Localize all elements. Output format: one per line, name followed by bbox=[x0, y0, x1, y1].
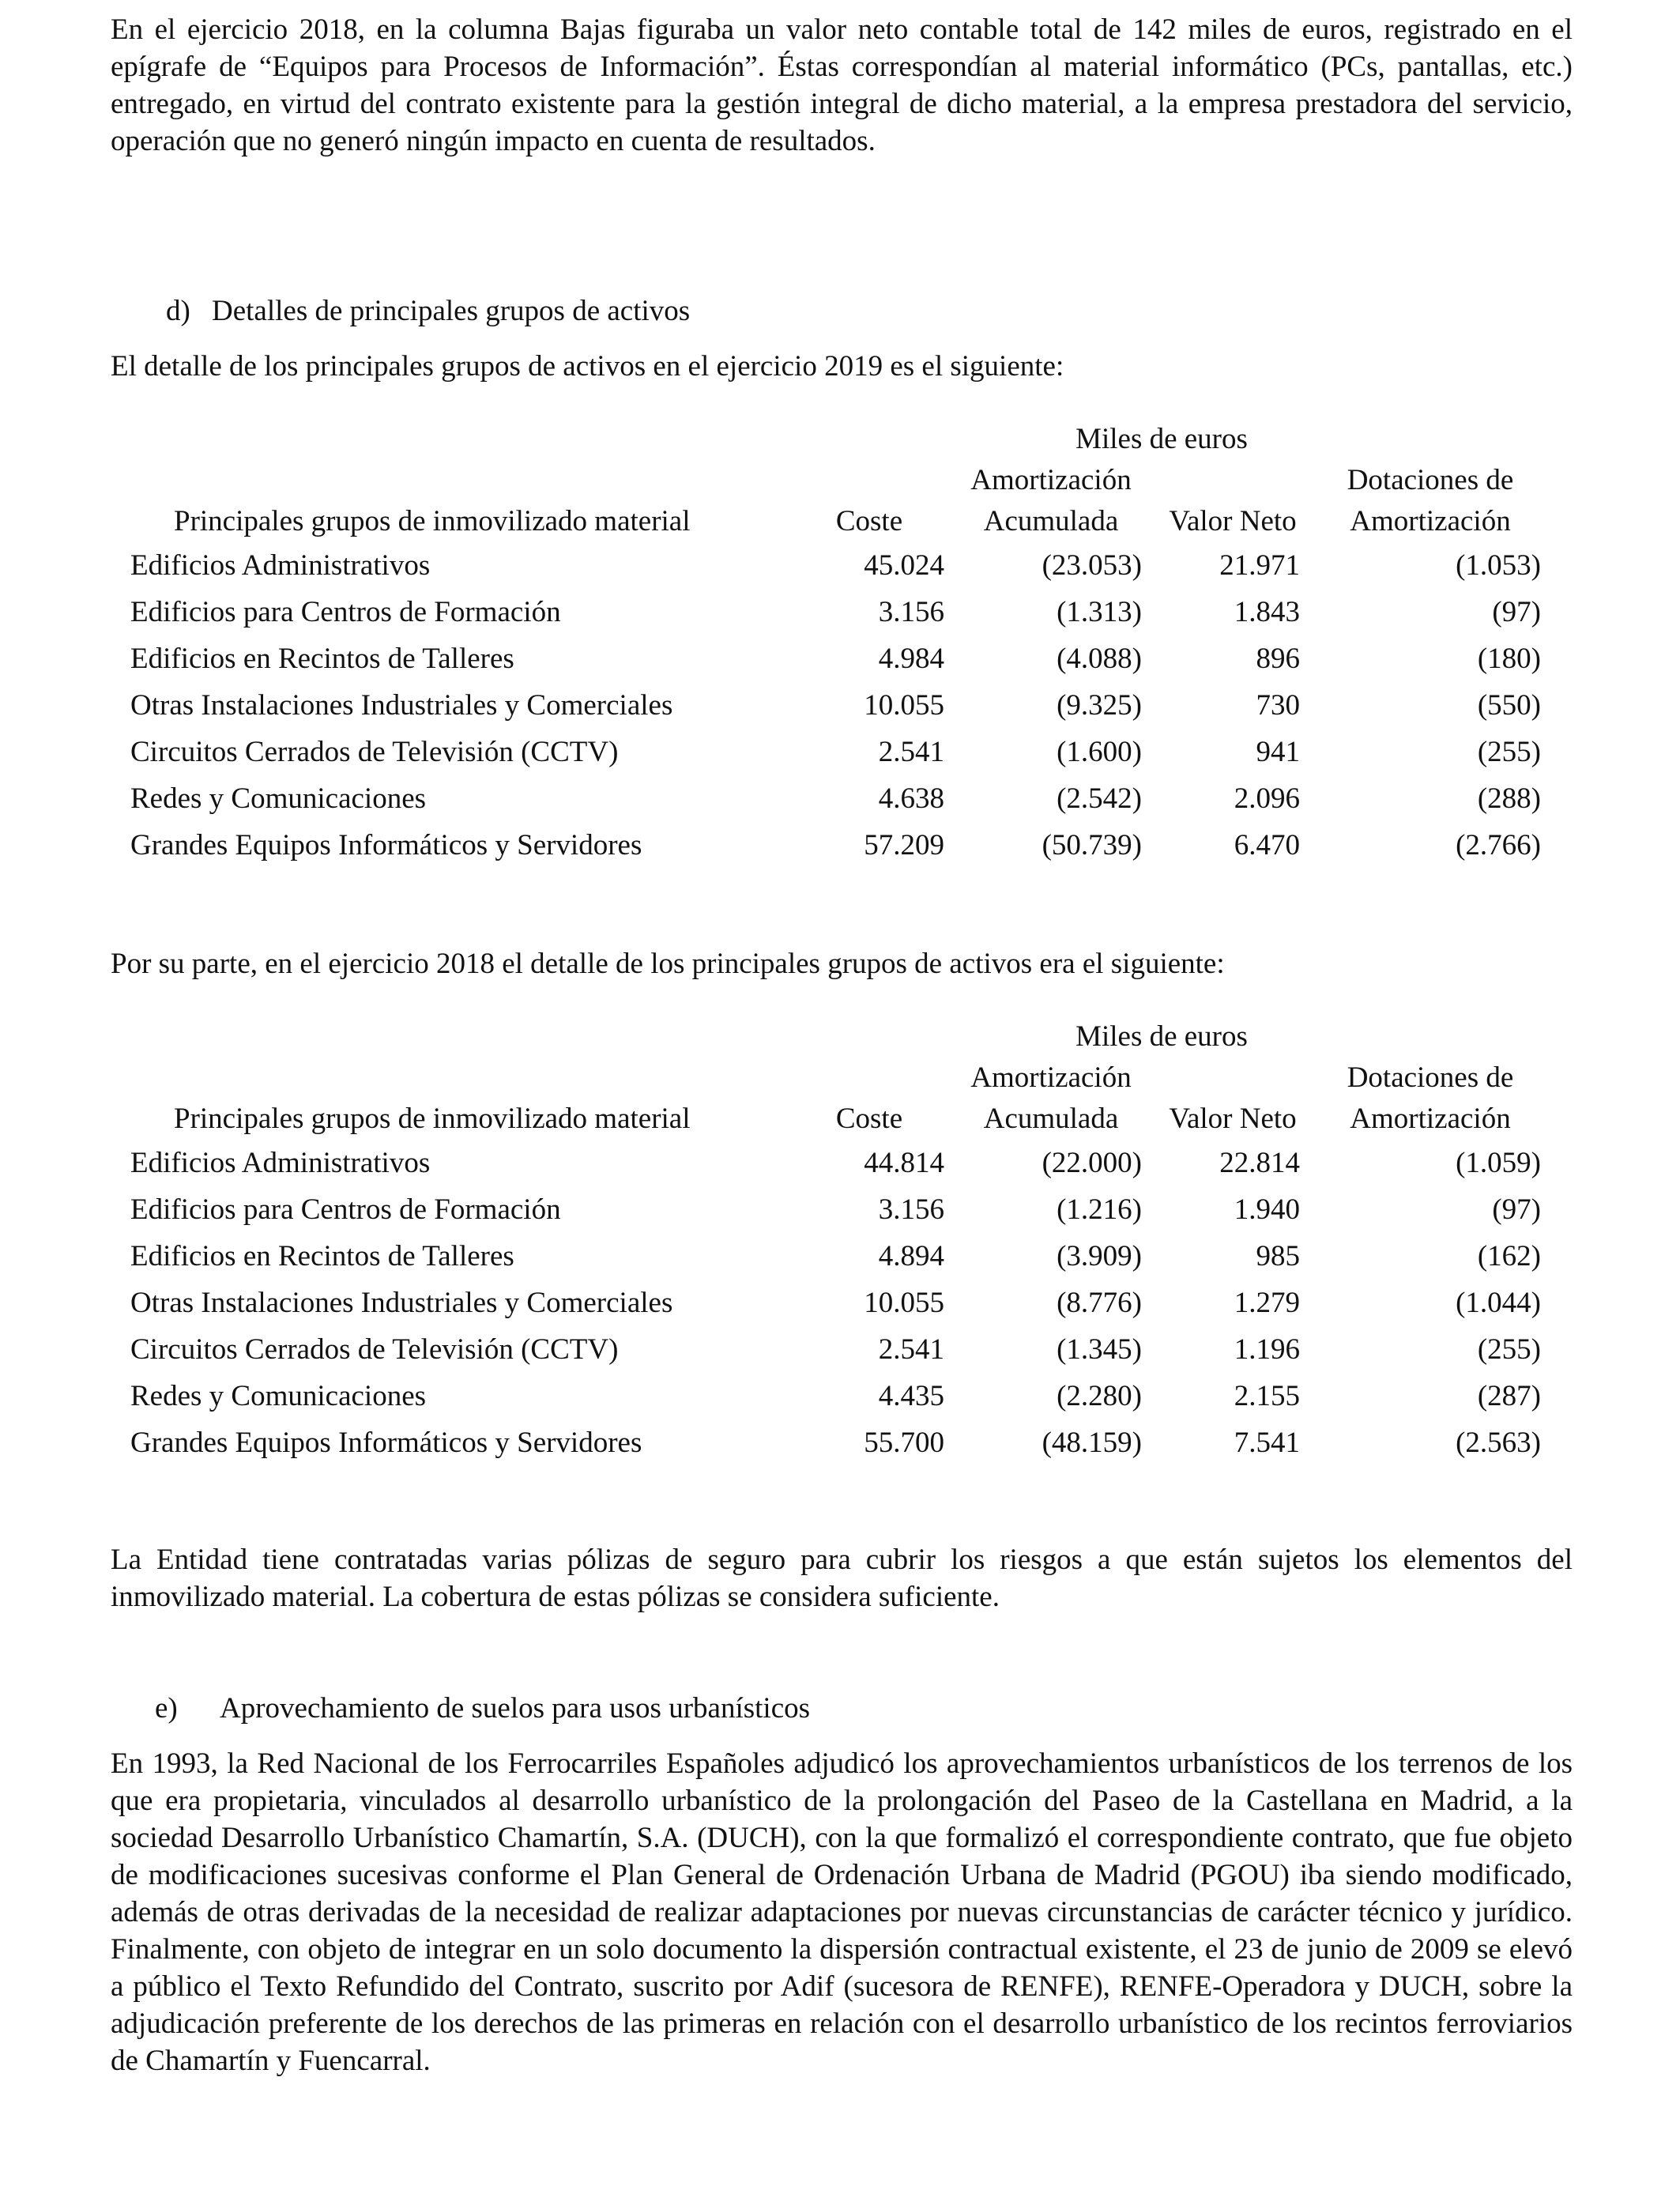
row-cost: 10.055 bbox=[864, 689, 944, 722]
row-amortization: (48.159) bbox=[1042, 1427, 1142, 1459]
cost-header: Coste bbox=[835, 505, 903, 537]
amortization-header-line2: Acumulada bbox=[983, 505, 1119, 537]
row-depreciation: (2.563) bbox=[1456, 1427, 1541, 1459]
intro-paragraph: En el ejercicio 2018, en la columna Bajas figuraba un valor neto contable total de 142 miles de euros, registrado en el epígrafe de “Equipos para Procesos de Información”. Éstas correspondían al material informático (PCs, pantallas, etc.) entregado, en virtud del contrato existente para la gestión integral de dicho material, a la empresa prestadora del servicio, operación que no generó ningún impacto en cuenta de resultados. bbox=[111, 13, 1573, 157]
section-e-heading bbox=[155, 1690, 810, 1727]
row-amortization: (22.000) bbox=[1042, 1147, 1142, 1179]
row-depreciation: (1.059) bbox=[1456, 1147, 1541, 1179]
row-amortization: (4.088) bbox=[1057, 643, 1142, 675]
net-value-header: Valor Neto bbox=[1169, 1103, 1297, 1135]
row-net-value: 2.155 bbox=[1234, 1380, 1300, 1412]
row-name: Circuitos Cerrados de Televisión (CCTV) bbox=[130, 736, 619, 768]
row-net-value: 1.196 bbox=[1234, 1333, 1300, 1366]
row-name: Otras Instalaciones Industriales y Comerciales bbox=[130, 689, 673, 722]
row-cost: 4.435 bbox=[878, 1380, 944, 1412]
row-cost: 4.984 bbox=[878, 643, 944, 675]
row-name: Otras Instalaciones Industriales y Comerciales bbox=[130, 1287, 673, 1319]
amortization-header-line1: Amortización bbox=[970, 1061, 1132, 1094]
row-net-value: 1.940 bbox=[1234, 1193, 1300, 1226]
depreciation-header-line2: Amortización bbox=[1350, 505, 1511, 537]
row-name: Redes y Comunicaciones bbox=[130, 1380, 427, 1412]
row-name: Circuitos Cerrados de Televisión (CCTV) bbox=[130, 1333, 619, 1366]
row-amortization: (2.542) bbox=[1057, 782, 1142, 815]
row-cost: 4.894 bbox=[878, 1240, 944, 1272]
row-name: Grandes Equipos Informáticos y Servidores bbox=[130, 1427, 642, 1459]
depreciation-header-line1: Dotaciones de bbox=[1347, 464, 1514, 496]
row-depreciation: (255) bbox=[1477, 736, 1541, 768]
row-cost: 3.156 bbox=[878, 1193, 944, 1226]
row-cost: 44.814 bbox=[864, 1147, 944, 1179]
section-d-letter: d) bbox=[166, 295, 190, 327]
row-net-value: 896 bbox=[1256, 643, 1300, 675]
amortization-header-line2: Acumulada bbox=[983, 1103, 1119, 1135]
section-d-title: Detalles de principales grupos de activos bbox=[212, 295, 691, 327]
row-depreciation: (97) bbox=[1492, 1193, 1541, 1226]
row-cost: 4.638 bbox=[878, 782, 944, 815]
net-value-header: Valor Neto bbox=[1169, 505, 1297, 537]
row-name: Redes y Comunicaciones bbox=[130, 782, 427, 815]
table-2019-intro: El detalle de los principales grupos de activos en el ejercicio 2019 es el siguiente: bbox=[111, 350, 1064, 383]
row-net-value: 985 bbox=[1256, 1240, 1300, 1272]
row-amortization: (2.280) bbox=[1057, 1380, 1142, 1412]
section-e-letter: e) bbox=[155, 1692, 178, 1725]
row-net-value: 21.971 bbox=[1219, 549, 1300, 582]
row-cost: 3.156 bbox=[878, 596, 944, 628]
row-name: Edificios para Centros de Formación bbox=[130, 1193, 561, 1226]
row-depreciation: (162) bbox=[1477, 1240, 1541, 1272]
row-amortization: (3.909) bbox=[1057, 1240, 1142, 1272]
row-amortization: (1.345) bbox=[1057, 1333, 1142, 1366]
row-net-value: 1.279 bbox=[1234, 1287, 1300, 1319]
row-cost: 10.055 bbox=[864, 1287, 944, 1319]
row-net-value: 6.470 bbox=[1234, 829, 1300, 861]
row-depreciation: (1.053) bbox=[1456, 549, 1541, 582]
insurance-paragraph: La Entidad tiene contratadas varias pólizas de seguro para cubrir los riesgos a que están sujetos los elementos del inmovilizado material. La cobertura de estas pólizas se considera suficiente. bbox=[111, 1544, 1573, 1613]
row-name: Edificios en Recintos de Talleres bbox=[130, 643, 514, 675]
section-d-heading bbox=[166, 292, 690, 330]
row-amortization: (50.739) bbox=[1042, 829, 1142, 861]
row-depreciation: (550) bbox=[1477, 689, 1541, 722]
row-depreciation: (1.044) bbox=[1456, 1287, 1541, 1319]
cost-header: Coste bbox=[835, 1103, 903, 1135]
row-amortization: (8.776) bbox=[1057, 1287, 1142, 1319]
row-name: Grandes Equipos Informáticos y Servidores bbox=[130, 829, 642, 861]
row-name: Edificios Administrativos bbox=[130, 1147, 431, 1179]
units-header: Miles de euros bbox=[1075, 423, 1248, 455]
units-header: Miles de euros bbox=[1075, 1020, 1248, 1053]
row-name: Edificios para Centros de Formación bbox=[130, 596, 561, 628]
row-net-value: 941 bbox=[1256, 736, 1300, 768]
row-amortization: (23.053) bbox=[1042, 549, 1142, 582]
row-net-value: 1.843 bbox=[1234, 596, 1300, 628]
row-cost: 57.209 bbox=[864, 829, 944, 861]
row-net-value: 7.541 bbox=[1234, 1427, 1300, 1459]
group-header: Principales grupos de inmovilizado material bbox=[174, 505, 691, 537]
row-cost: 2.541 bbox=[878, 736, 944, 768]
group-header: Principales grupos de inmovilizado material bbox=[174, 1103, 691, 1135]
row-amortization: (1.216) bbox=[1057, 1193, 1142, 1226]
row-depreciation: (2.766) bbox=[1456, 829, 1541, 861]
row-net-value: 22.814 bbox=[1219, 1147, 1300, 1179]
row-amortization: (1.600) bbox=[1057, 736, 1142, 768]
row-depreciation: (287) bbox=[1477, 1380, 1541, 1412]
row-name: Edificios en Recintos de Talleres bbox=[130, 1240, 514, 1272]
row-amortization: (9.325) bbox=[1057, 689, 1142, 722]
row-cost: 45.024 bbox=[864, 549, 944, 582]
depreciation-header-line1: Dotaciones de bbox=[1347, 1061, 1514, 1094]
depreciation-header-line2: Amortización bbox=[1350, 1103, 1511, 1135]
row-depreciation: (180) bbox=[1477, 643, 1541, 675]
section-e-title: Aprovechamiento de suelos para usos urbanísticos bbox=[220, 1692, 811, 1725]
table-2018-intro: Por su parte, en el ejercicio 2018 el detalle de los principales grupos de activos era el siguiente: bbox=[111, 948, 1225, 980]
row-depreciation: (97) bbox=[1492, 596, 1541, 628]
final-paragraph: En 1993, la Red Nacional de los Ferrocarriles Españoles adjudicó los aprovechamientos urbanísticos de los terrenos de los que era propietaria, vinculados al desarrollo urbanístico de la prolongación del Paseo de la Castellana en Madrid, a la sociedad Desarrollo Urbanístico Chamartín, S.A. (DUCH), con la que formalizó el correspondiente contrato, que fue objeto de modificaciones sucesivas conforme el Plan General de Ordenación Urbana de Madrid (PGOU) iba siendo modificado, además de otras derivadas de la necesidad de realizar adaptaciones por nuevas circunstancias de carácter técnico y jurídico. Finalmente, con objeto de integrar en un solo documento la dispersión contractual existente, el 23 de junio de 2009 se elevó a público el Texto Refundido del Contrato, suscrito por Adif (sucesora de RENFE), RENFE-Operadora y DUCH, sobre la adjudicación preferente de los derechos de las primeras en relación con el desarrollo urbanístico de los recintos ferroviarios de Chamartín y Fuencarral. bbox=[111, 1747, 1573, 2077]
row-net-value: 2.096 bbox=[1234, 782, 1300, 815]
row-depreciation: (288) bbox=[1477, 782, 1541, 815]
amortization-header-line1: Amortización bbox=[970, 464, 1132, 496]
row-cost: 2.541 bbox=[878, 1333, 944, 1366]
row-name: Edificios Administrativos bbox=[130, 549, 431, 582]
row-depreciation: (255) bbox=[1477, 1333, 1541, 1366]
row-cost: 55.700 bbox=[864, 1427, 944, 1459]
row-net-value: 730 bbox=[1256, 689, 1300, 722]
row-amortization: (1.313) bbox=[1057, 596, 1142, 628]
